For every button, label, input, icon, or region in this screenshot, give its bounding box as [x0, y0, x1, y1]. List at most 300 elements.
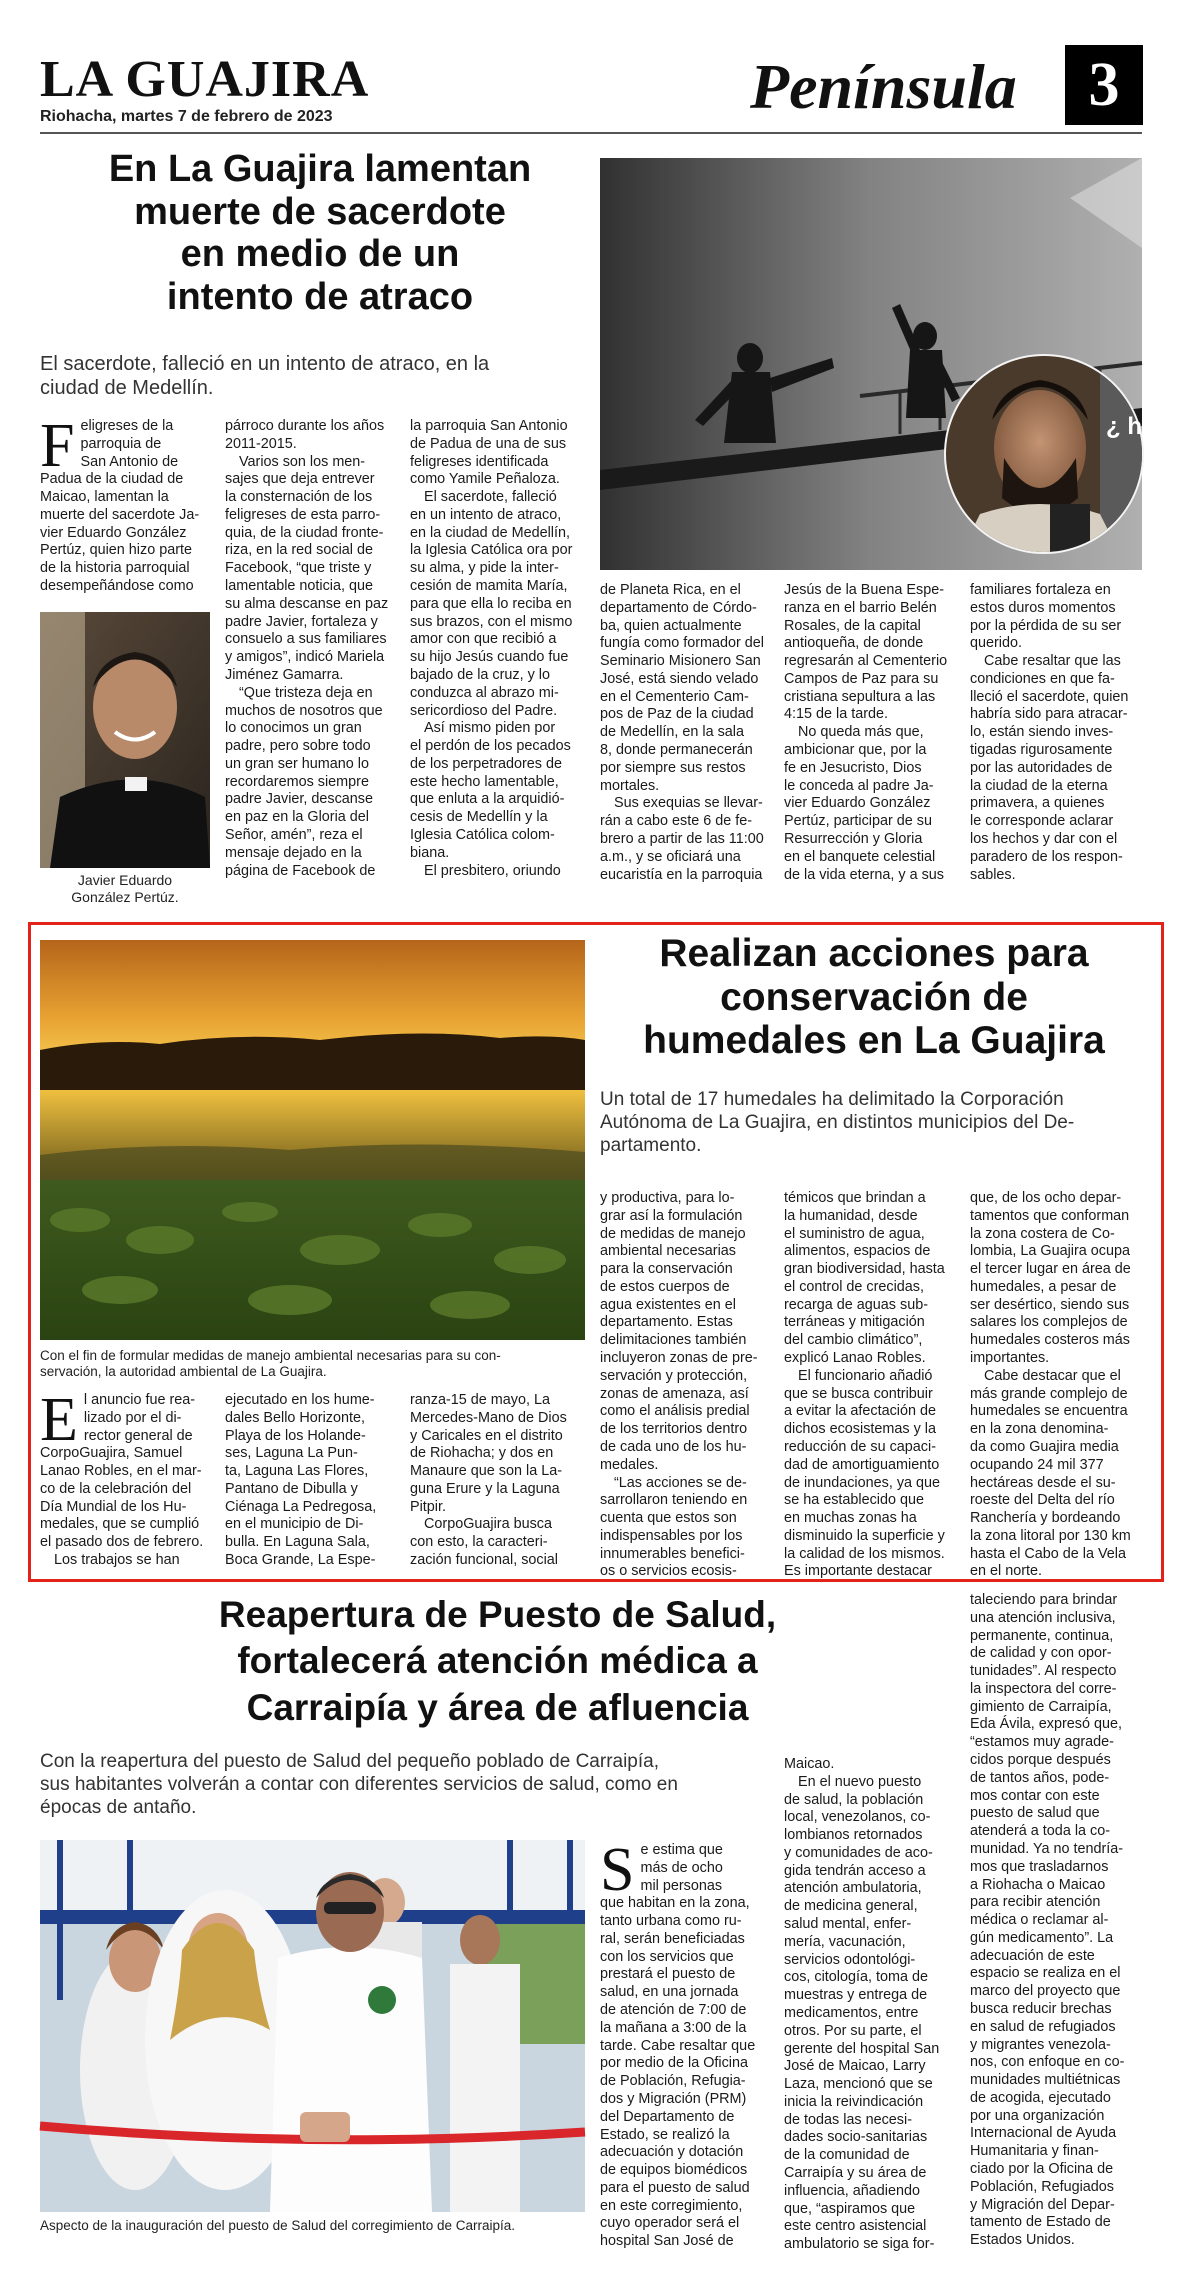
text-line: cos, citología, toma de [784, 1969, 928, 1986]
text-line: que, de los ocho depar- [970, 1190, 1122, 1206]
text-line: roeste del Delta del río [970, 1492, 1115, 1509]
text-line: cristiana sepultura a las [784, 688, 936, 705]
text-line: atención ambulatoria, [784, 1880, 922, 1897]
text-line: alimentos, espacios de [784, 1243, 931, 1260]
headline-line: En La Guajira lamentan [108, 148, 532, 190]
text-line: brero a partir de las 11:00 [600, 830, 764, 847]
text-line: estos duros momentos [970, 599, 1116, 616]
text-line: hasta el Cabo de la Vela [970, 1545, 1127, 1562]
article3-column-2 [784, 1756, 956, 2254]
text-line: tarde. Cabe resaltar que [600, 2037, 756, 2054]
text-line: salud, en una jornada [600, 1984, 739, 2001]
text-line: mos que trasladarnos [970, 1858, 1109, 1875]
text-line: 8, donde permanecerán [600, 742, 753, 759]
deck-line: ciudad de Medellín. [40, 377, 214, 400]
text-line: del Departamento de [600, 2108, 735, 2125]
article1-column-5 [784, 582, 956, 884]
text-line: hectáreas desde el su- [970, 1474, 1116, 1491]
text-line: el control de crecidas, [784, 1278, 924, 1295]
text-line: en un intento de atraco, [410, 506, 562, 523]
text-line: de la comunidad de [784, 2147, 910, 2164]
text-line: la zona costera de Co- [970, 1225, 1115, 1242]
text-line: tamentos que conforman [970, 1207, 1130, 1224]
text-line: de Riohacha; y dos en [410, 1445, 554, 1462]
text-line: ser desértico, siendo sus [970, 1296, 1130, 1313]
text-line: este centro asistencial [784, 2218, 927, 2235]
headline-line: Realizan acciones para [659, 932, 1089, 975]
page-number: 3 [1065, 45, 1143, 125]
text-line: lombia, La Guajira ocupa [970, 1243, 1130, 1260]
text-line: más grande complejo de [970, 1385, 1128, 1402]
text-line: en muchas zonas ha [784, 1510, 917, 1527]
text-line: vier Eduardo González [784, 795, 931, 812]
text-line: padre Javier, fortaleza y [225, 613, 378, 630]
text-line: parroquia de [80, 435, 162, 452]
text-line: de atención de 7:00 de [600, 2002, 747, 2019]
text-line: ciado por la Oficina de [970, 2161, 1114, 2177]
text-line: de calidad y con opor- [970, 1645, 1112, 1662]
text-line: disminuido la superficie y [784, 1527, 945, 1544]
text-line: co de la celebración del [40, 1480, 192, 1497]
text-line: eligreses de la [80, 418, 174, 434]
text-line: departamento de Córdo- [600, 599, 757, 616]
text-line: salud mental, enfer- [784, 1916, 912, 1933]
text-line: como Yamile Peñaloza. [410, 471, 560, 488]
article3-deck [40, 1750, 780, 1820]
text-line: desempeñándose como [40, 578, 194, 595]
article2-column-5 [784, 1190, 956, 1581]
publication-date: Riohacha, martes 7 de febrero de 2023 [40, 108, 333, 125]
text-line: en la zona denomina- [970, 1421, 1109, 1438]
text-line: biana. [410, 844, 450, 861]
text-line: taleciendo para brindar [970, 1592, 1118, 1608]
text-line: vier Eduardo González [40, 524, 187, 541]
text-line: Señor, amén”, reza el [225, 826, 363, 843]
text-line: mortales. [600, 777, 660, 794]
deck-line: El sacerdote, falleció en un intento de atraco, en la [40, 353, 490, 375]
text-line: cuenta que estos son [600, 1510, 737, 1527]
text-line: El sacerdote, falleció [424, 489, 557, 506]
text-line: ta, Laguna Las Flores, [225, 1463, 369, 1480]
text-line: lizado por el di- [83, 1409, 182, 1426]
text-line: de la historia parroquial [40, 560, 190, 577]
article3-column-3 [970, 1592, 1142, 2250]
shadow-silhouette-photo [600, 158, 1169, 570]
text-line: Ciénaga La Pedregosa, [225, 1498, 377, 1515]
article3-column-1 [600, 1836, 770, 2251]
text-line: marco del proyecto que [970, 1983, 1121, 2000]
text-line: permanente, continua, [970, 1627, 1114, 1644]
headline-line: Carraipía y área de afluencia [246, 1686, 749, 1728]
text-line: Laza, mencionó que se [784, 2076, 933, 2093]
caption-line: Javier Eduardo [77, 872, 173, 888]
text-line: Padua de la ciudad de [40, 471, 184, 488]
text-line: párroco durante los años [225, 418, 385, 434]
text-line: mería, vacunación, [784, 1933, 906, 1950]
text-line: la humanidad, desde [784, 1207, 918, 1224]
text-line: de todas las necesi- [784, 2111, 912, 2128]
text-line: de equipos biomédicos [600, 2162, 748, 2179]
text-line: cesis de Medellín y la [410, 809, 548, 826]
article1-column-2 [225, 418, 395, 880]
text-line: los hechos y dar con el [970, 830, 1118, 847]
text-line: ral, serán beneficiadas [600, 1930, 745, 1947]
deck-line: Un total de 17 humedales ha delimitado la Corporación [600, 1089, 1064, 1110]
text-line: una atención inclusiva, [970, 1609, 1116, 1626]
text-line: humedales se encuentra [970, 1403, 1128, 1420]
caption-line: servación, la autoridad ambiental de La Guajira. [40, 1364, 327, 1380]
dropcap: E [40, 1386, 78, 1454]
text-line: servación y protección, [600, 1367, 748, 1384]
article1-headline [40, 148, 600, 318]
text-line: adecuación y dotación [600, 2144, 744, 2161]
text-line: muestras y entrega de [784, 1987, 928, 2004]
text-line: de Medellín, en la sala [600, 724, 744, 741]
section-title: Península [750, 51, 1017, 122]
text-line: salares los complejos de [970, 1314, 1128, 1331]
text-line: este hecho lamentable, [410, 773, 559, 790]
text-line: del cambio climático”, [784, 1332, 923, 1349]
text-line: prestará el puesto de [600, 1966, 736, 1983]
text-line: mil personas [640, 1877, 723, 1894]
article2-column-3 [410, 1392, 585, 1570]
text-line: quia, de la ciudad fronte- [225, 524, 384, 541]
caption-line: Con el fin de formular medidas de manejo ambiental necesarias para su con- [40, 1348, 501, 1363]
text-line: ambiental necesarias [600, 1243, 736, 1260]
text-line: muerte del sacerdote Ja- [40, 506, 200, 523]
text-line: de Padua de una de sus [410, 435, 567, 452]
text-line: medales. [600, 1456, 659, 1473]
text-line: su hijo Jesús cuando fue [410, 649, 569, 666]
dropcap: S [600, 1836, 635, 1904]
text-line: el pasado dos de febrero. [40, 1534, 204, 1551]
text-line: gran biodiversidad, hasta [784, 1261, 945, 1278]
headline-line: Reapertura de Puesto de Salud, [218, 1594, 777, 1635]
text-line: consuelo a sus familiares [225, 631, 387, 648]
text-line: Facebook, “que triste y [225, 560, 372, 577]
text-line: y amigos”, indicó Mariela [225, 649, 385, 666]
ribbon-cutting-photo [40, 1840, 585, 2212]
text-line: Pertúz, quien hizo parte [40, 542, 192, 559]
text-line: feligreses identificada [410, 453, 549, 470]
text-line: habría sido para atracar- [970, 706, 1128, 723]
text-line: guna Erure y la Laguna [410, 1480, 560, 1497]
text-line: Humanitaria y finan- [970, 2143, 1099, 2160]
text-line: lo, están siendo inves- [970, 724, 1114, 741]
text-line: dichos ecosistemas y la [784, 1421, 936, 1438]
text-line: en paz en la Gloria del [225, 809, 369, 826]
headline-line: muerte de sacerdote [134, 190, 506, 233]
text-line: mensaje dejado en la [225, 844, 362, 861]
text-line: de acogida, ejecutado [970, 2089, 1111, 2106]
text-line: y Caricales en el distrito [410, 1427, 563, 1444]
text-line: Así mismo piden por [424, 720, 556, 737]
text-line: Estados Unidos. [970, 2232, 1075, 2249]
text-line: sajes que deja entrever [225, 471, 375, 488]
text-line: Iglesia Católica colom- [410, 826, 555, 843]
text-line: Día Mundial de los Hu- [40, 1498, 187, 1515]
text-line: En el nuevo puesto [798, 1773, 922, 1790]
text-line: la ciudad de la eterna [970, 777, 1108, 794]
text-line: cidos porque después [970, 1752, 1111, 1769]
text-line: gún medicamento”. La [970, 1929, 1114, 1946]
text-line: rector general de [83, 1427, 193, 1444]
text-line: por medio de la Oficina [600, 2055, 748, 2072]
text-line: de tantos años, pode- [970, 1769, 1110, 1786]
text-line: Boca Grande, La Espe- [225, 1552, 376, 1569]
text-line: página de Facebook de [225, 862, 376, 879]
text-line: como el análisis predial [600, 1403, 750, 1420]
text-line: pos de Paz de la ciudad [600, 706, 754, 723]
article1-column-1 [40, 412, 210, 596]
text-line: Internacional de Ayuda [970, 2125, 1117, 2142]
text-line: le conceda al padre Ja- [784, 777, 934, 794]
text-line: Maicao, lamentan la [40, 489, 169, 506]
text-line: lo conocimos un gran [225, 720, 362, 737]
priest-portrait-photo [40, 612, 210, 868]
text-line: en la ciudad de Medellín, [410, 524, 571, 541]
text-line: Jesús de la Buena Espe- [784, 582, 944, 598]
text-line: un gran ser humano lo [225, 755, 369, 772]
text-line: tigadas rigurosamente [970, 742, 1113, 759]
text-line: Los trabajos se han [54, 1552, 180, 1569]
masthead-rule [40, 132, 1142, 134]
text-line: reducción de su capaci- [784, 1438, 936, 1455]
text-line: sarrollaron teniendo en [600, 1492, 748, 1509]
article1-column-4 [600, 582, 770, 884]
text-line: Rosales, de la capital [784, 617, 921, 634]
text-line: munidad. Ya no tendría- [970, 1840, 1124, 1857]
text-line: 2011-2015. [225, 435, 297, 452]
text-line: de la vida eterna, y a sus [784, 866, 944, 883]
text-line: Jiménez Gamarra. [225, 666, 344, 683]
text-line: su alma descanse en paz [225, 595, 389, 612]
text-line: recordaremos siempre [225, 773, 369, 790]
text-line: Eda Ávila, expresó que, [970, 1716, 1122, 1733]
text-line: influencia, añadiendo [784, 2182, 921, 2199]
text-line: paradero de los respon- [970, 848, 1123, 865]
text-line: el tercer lugar en área de [970, 1261, 1131, 1278]
deck-line: Con la reapertura del puesto de Salud del pequeño poblado de Carraipía, [40, 1751, 660, 1772]
text-line: delimitaciones también [600, 1332, 747, 1349]
article2-column-2 [225, 1392, 395, 1570]
text-line: riza, en la red social de [225, 542, 373, 559]
article1-column-6 [970, 582, 1142, 884]
text-line: querido. [970, 635, 1023, 652]
text-line: El funcionario añadió [798, 1367, 933, 1384]
text-line: Manaure que son la La- [410, 1463, 563, 1480]
text-line: l anuncio fue rea- [83, 1392, 196, 1408]
text-line: Maicao. [784, 1756, 835, 1772]
text-line: ambicionar que, por la [784, 742, 927, 759]
text-line: a Riohacha o Maicao [970, 1876, 1106, 1893]
text-line: regresarán al Cementerio [784, 653, 948, 670]
text-line: y comunidades de aco- [784, 1844, 933, 1861]
text-line: da como Guajira media [970, 1438, 1119, 1455]
text-line: de salud, la población [784, 1791, 924, 1808]
text-line: sables. [970, 866, 1016, 883]
text-line: fungía como formador del [600, 635, 764, 652]
publication-name: LA GUAJIRA [40, 51, 370, 108]
text-line: Resurrección y Gloria [784, 830, 923, 847]
text-line: Seminario Misionero San [600, 653, 761, 670]
text-line: dades socio-sanitarias [784, 2129, 928, 2146]
text-line: con esto, la caracteri- [410, 1534, 548, 1551]
text-line: eucaristía en la parroquia [600, 866, 763, 883]
text-line: servicios odontológi- [784, 1951, 916, 1968]
text-line: Estado, se realizó la [600, 2126, 730, 2143]
text-line: para la conservación [600, 1261, 733, 1278]
text-line: el suministro de agua, [784, 1225, 925, 1242]
text-line: en el banquete celestial [784, 848, 936, 865]
headline-line: conservación de [720, 975, 1028, 1019]
text-line: más de ocho [640, 1859, 723, 1876]
text-line: Carraipía y su área de [784, 2164, 927, 2181]
ribbon-photo-caption: Aspecto de la inauguración del puesto de Salud del corregimiento de Carraipía. [40, 2218, 516, 2233]
text-line: ocupando 24 mil 377 [970, 1456, 1104, 1473]
text-line: ambulatorio se siga for- [784, 2236, 935, 2253]
text-line: El presbitero, oriundo [424, 862, 561, 879]
text-line: Varios son los men- [239, 453, 366, 470]
text-line: familiares fortaleza en [970, 582, 1111, 598]
text-line: Población, Refugiados [970, 2178, 1115, 2195]
text-line: departamento. Estas [600, 1314, 733, 1331]
text-line: adecuación de este [970, 1947, 1095, 1964]
text-line: de Población, Refugia- [600, 2073, 746, 2090]
text-line: terráneas y mitigación [784, 1314, 925, 1331]
headline-line: fortalecerá atención médica a [237, 1640, 758, 1682]
article2-headline [600, 932, 1148, 1063]
text-line: ses, Laguna La Pun- [225, 1445, 358, 1462]
text-line: “estamos muy agrade- [970, 1734, 1114, 1751]
deck-line: épocas de antaño. [40, 1797, 197, 1819]
text-line: fe en Jesucristo, Dios [784, 759, 922, 776]
text-line: Cabe destacar que el [984, 1367, 1121, 1384]
text-line: para recibir atención [970, 1894, 1101, 1911]
text-line: busca reducir brechas [970, 2000, 1112, 2017]
text-line: el perdón de los pecados [410, 738, 571, 755]
text-line: la Iglesia Católica ora por [410, 542, 573, 559]
deck-line: Autónoma de La Guajira, en distintos municipios del De- [600, 1112, 1075, 1134]
text-line: de los perpetradores de [410, 755, 563, 772]
text-line: Es importante destacar [784, 1563, 932, 1580]
text-line: Playa de los Holande- [225, 1427, 366, 1444]
text-line: dad de amortiguamiento [784, 1456, 940, 1473]
text-line: José, está siendo velado [600, 670, 759, 687]
text-line: hospital San José de [600, 2233, 734, 2250]
text-line: sus brazos, con el mismo [410, 613, 573, 630]
text-line: nos, con enfoque en co- [970, 2054, 1125, 2071]
text-line: que habitan en la zona, [600, 1895, 750, 1912]
text-line: témicos que brindan a [784, 1190, 926, 1206]
text-line: amor con que recibió a [410, 631, 557, 648]
text-line: rán a cabo este 6 de fe- [600, 813, 753, 830]
text-line: sericordioso del Padre. [410, 702, 558, 719]
text-line: le corresponde aclarar [970, 813, 1114, 830]
text-line: en el municipio de Di- [225, 1516, 364, 1533]
text-line: atenderá a toda la co- [970, 1823, 1111, 1840]
text-line: importantes. [970, 1350, 1050, 1367]
text-line: por siempre sus restos [600, 759, 746, 776]
text-line: Cabe resaltar que las [984, 653, 1121, 670]
text-line: gerente del hospital San [784, 2040, 940, 2057]
text-line: feligreses de esta parro- [225, 506, 381, 523]
text-line: con los servicios que [600, 1948, 734, 1965]
text-line: bulla. En Laguna Sala, [225, 1534, 370, 1551]
text-line: ranza en el barrio Belén [784, 599, 937, 616]
text-line: antioqueña, de donde [784, 635, 924, 652]
text-line: ba, quien actualmente [600, 617, 742, 634]
wetland-photo-caption [40, 1348, 600, 1380]
text-line: conduzca al abrazo mi- [410, 684, 559, 701]
text-line: de Planeta Rica, en el [600, 582, 741, 598]
text-line: zación funcional, social [410, 1552, 558, 1569]
sign-text: ¿ hay [1106, 413, 1169, 440]
text-line: Ranchería y bordeando [970, 1510, 1121, 1527]
text-line: la calidad de los mismos. [784, 1545, 945, 1562]
text-line: de los territorios dentro [600, 1421, 748, 1438]
text-line: Campos de Paz para su [784, 670, 939, 687]
text-line: CorpoGuajira busca [424, 1516, 552, 1533]
text-line: condiciones en que fa- [970, 670, 1115, 687]
text-line: primavera, a quienes [970, 795, 1105, 812]
text-line: humedales costeros más [970, 1332, 1130, 1349]
wetland-sunset-photo [40, 940, 585, 1340]
text-line: puesto de salud que [970, 1805, 1100, 1822]
text-line: la consternación de los [225, 489, 373, 506]
text-line: lamentable noticia, que [225, 578, 374, 595]
text-line: humedales, a pesar de [970, 1278, 1117, 1295]
text-line: lleció el sacerdote, quien [970, 688, 1129, 705]
text-line: “Las acciones se de- [614, 1474, 747, 1491]
text-line: y productiva, para lo- [600, 1190, 735, 1206]
text-line: en el Cementerio Cam- [600, 688, 749, 705]
text-line: padre Javier, descanse [225, 791, 373, 808]
text-line: lombianos retornados [784, 1827, 923, 1844]
text-line: Pantano de Dibulla y [225, 1480, 358, 1497]
text-line: inicia la reivindicación [784, 2093, 924, 2110]
headline-line: humedales en La Guajira [643, 1019, 1105, 1063]
text-line: bajado de la cruz, y lo [410, 666, 550, 683]
text-line: médica o reclamar al- [970, 1912, 1109, 1929]
text-line: se ha establecido que [784, 1492, 925, 1509]
text-line: medicamentos, entre [784, 2004, 919, 2021]
text-line: de estos cuerpos de [600, 1278, 730, 1295]
text-line: grar así la formulación [600, 1207, 743, 1224]
headline-line: en medio de un [180, 233, 460, 276]
text-line: mos contar con este [970, 1787, 1100, 1804]
text-line: la inspectora del corre- [970, 1680, 1117, 1697]
text-line: de inundaciones, ya que [784, 1474, 941, 1491]
caption-line: González Pertúz. [71, 888, 179, 905]
text-line: local, venezolanos, co- [784, 1809, 931, 1826]
text-line: 4:15 de la tarde. [784, 706, 889, 723]
text-line: San Antonio de [80, 453, 179, 470]
text-line: de cada uno de los hu- [600, 1438, 747, 1455]
text-line: munidades multiétnicas [970, 2072, 1121, 2089]
text-line: en este corregimiento, [600, 2197, 743, 2214]
text-line: “Que tristeza deja en [239, 684, 373, 701]
text-line: y Migración del Depar- [970, 2196, 1115, 2213]
article2-column-1 [40, 1386, 210, 1570]
text-line: gida tendrán acceso a [784, 1862, 926, 1879]
text-line: recarga de aguas sub- [784, 1296, 928, 1313]
text-line: que se busca contribuir [784, 1385, 933, 1402]
text-line: para el puesto de salud [600, 2179, 750, 2196]
text-line: cesión de mamita María, [410, 578, 568, 595]
text-line: medales, que se cumplió [40, 1516, 200, 1533]
text-line: Sus exequias se llevar- [614, 795, 763, 812]
